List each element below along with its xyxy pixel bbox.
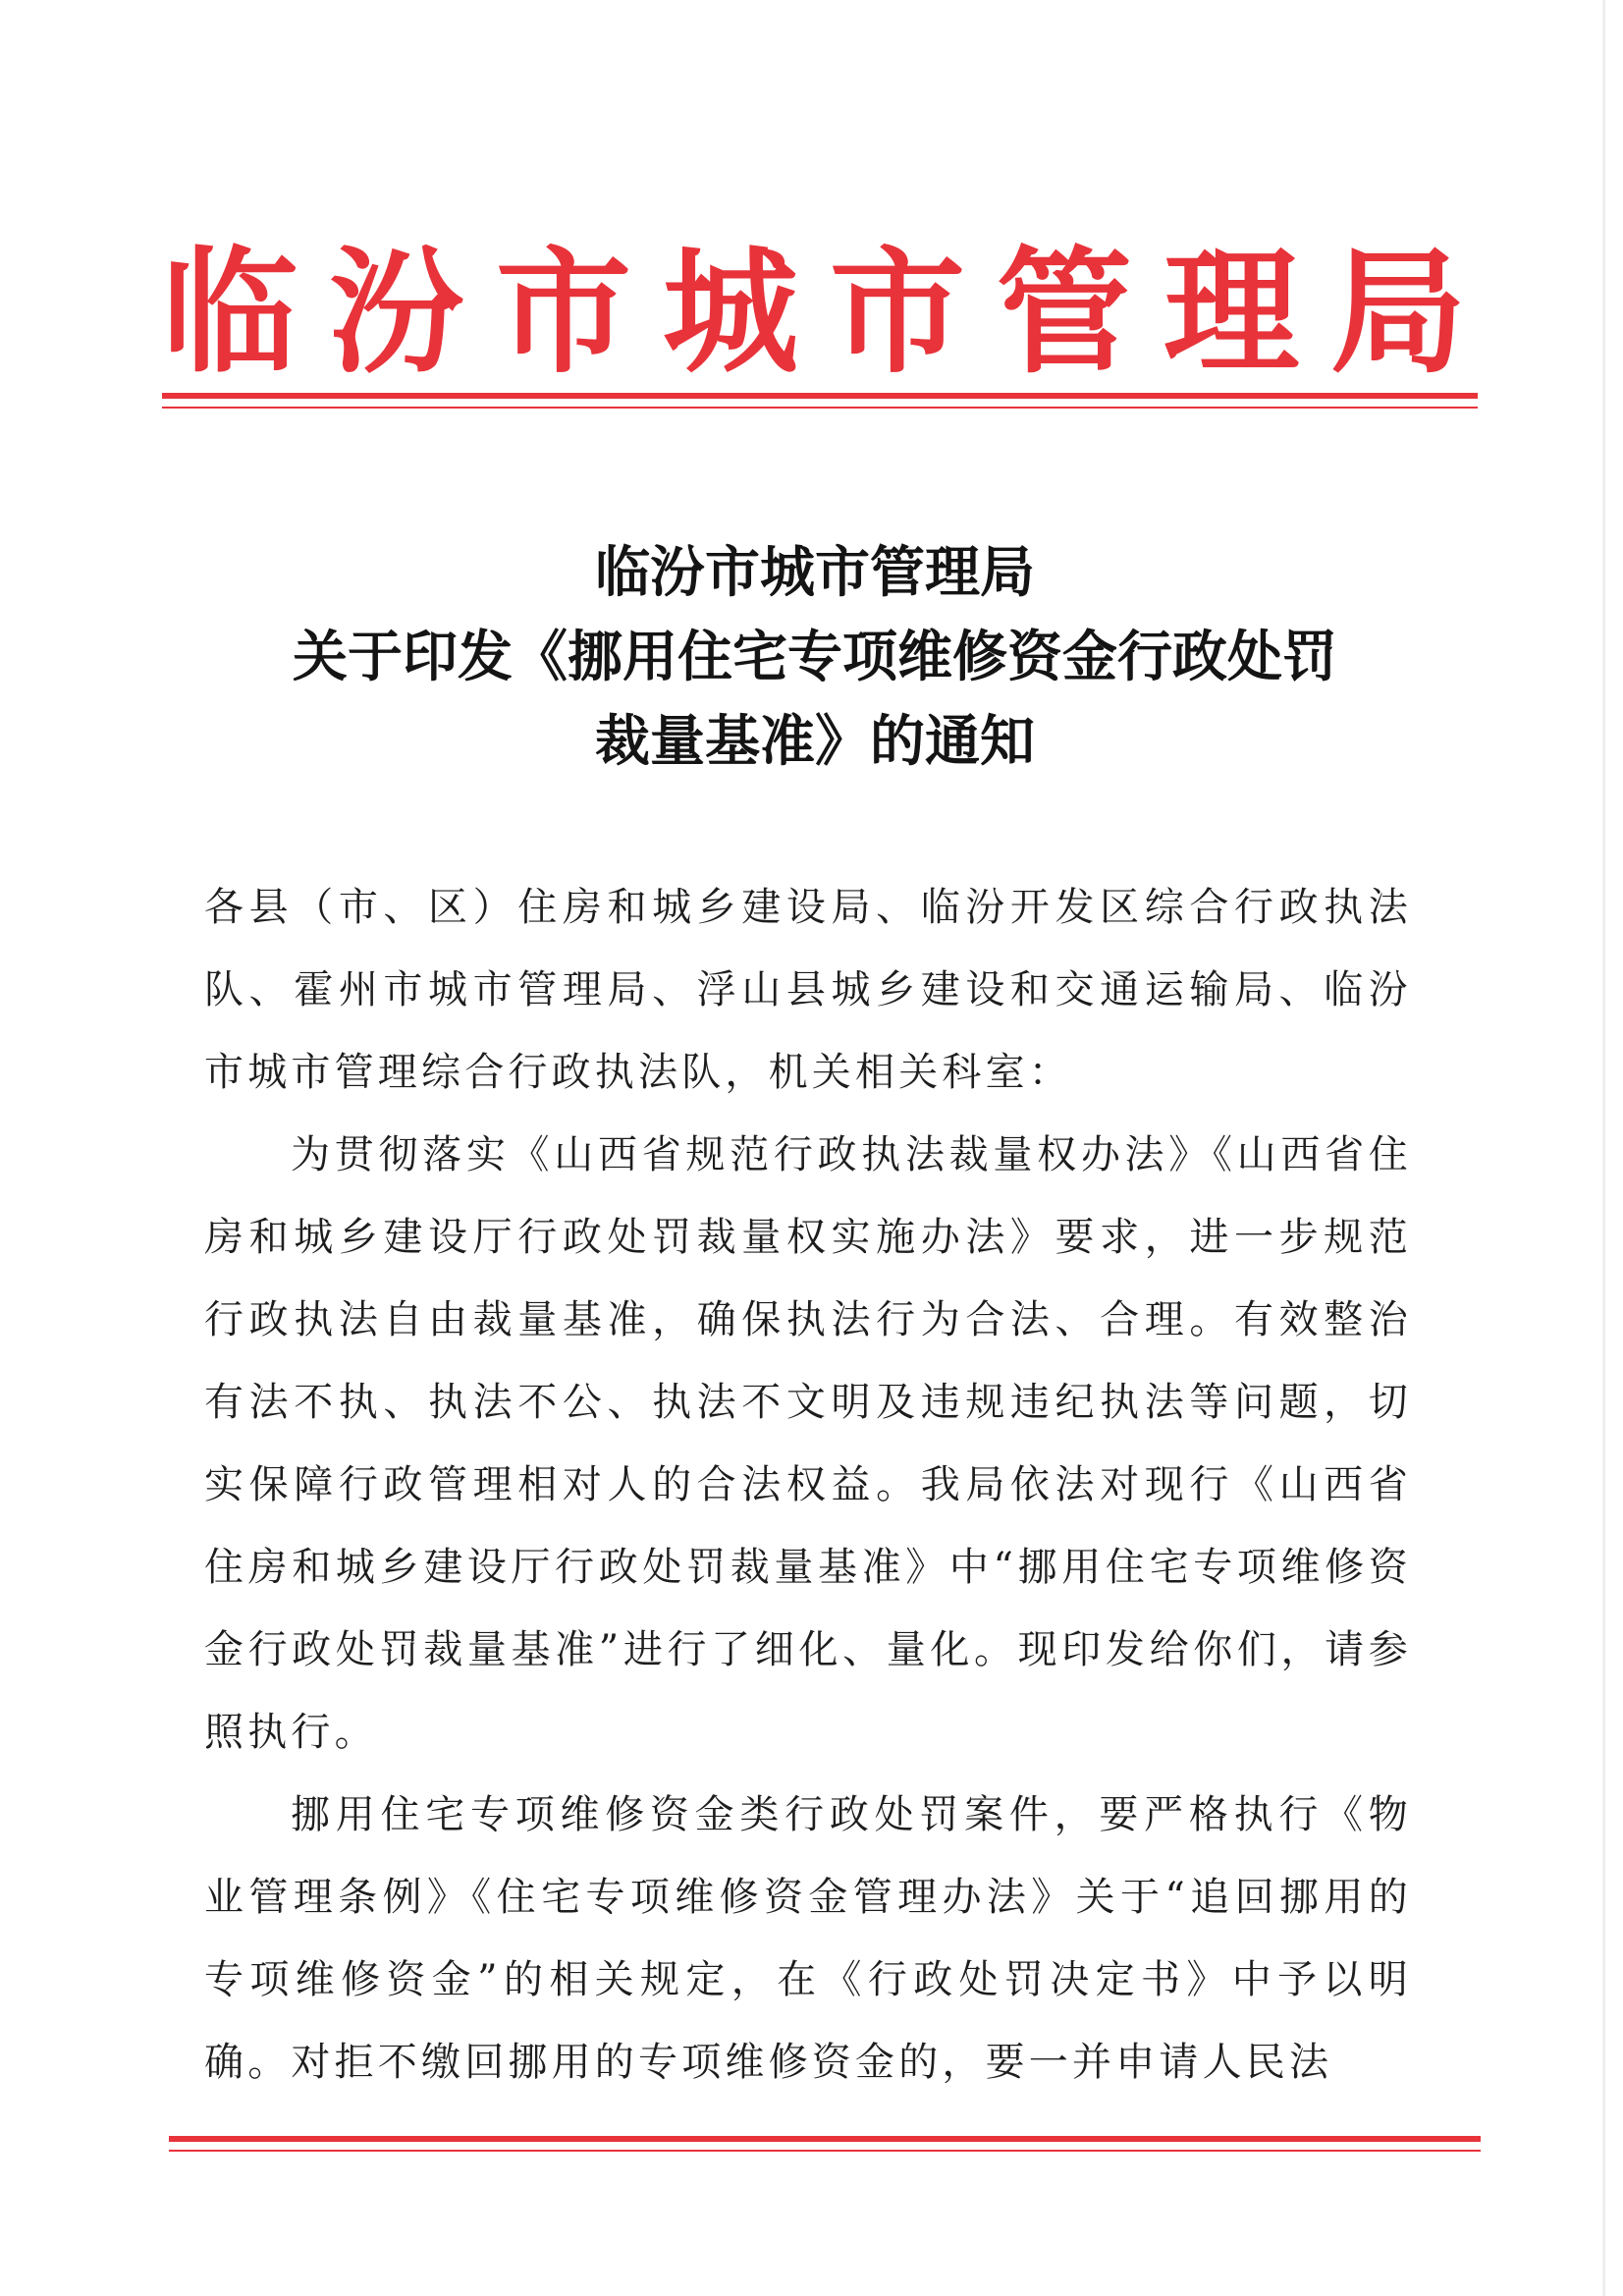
footer-rule-thick [169,2136,1481,2142]
masthead-rule-thin [162,407,1478,409]
body-paragraph-2: 挪用住宅专项维修资金类行政处罚案件，要严格执行《物业管理条例》《住宅专项维修资金管理办法》关于“追回挪用的专项维修资金”的相关规定，在《行政处罚决定书》中予以明确。对拒不缴回挪用的专项维修资金的，要一并申请人民法 [204,1792,1412,2085]
title-line-3: 裁量基准》的通知 [595,709,1035,774]
title-line-2: 关于印发《挪用住宅专项维修资金行政处罚 [293,625,1337,689]
title-line-1: 临汾市城市管理局 [595,540,1035,605]
page-edge-shadow [1602,0,1605,2296]
document-title [196,530,1434,784]
masthead-rule-thick [162,393,1478,399]
masthead-title: 临汾市城市管理局 [162,232,1498,392]
body-paragraph-1: 为贯彻落实《山西省规范行政执法裁量权办法》《山西省住房和城乡建设厅行政处罚裁量权实施办法》要求，进一步规范行政执法自由裁量基准，确保执法行为合法、合理。有效整治有法不执、执法不公、执法不文明及违规违纪执法等问题，切实保障行政管理相对人的合法权益。我局依法对现行《山西省住房和城乡建设厅行政处罚裁量基准》中“挪用住宅专项维修资金行政处罚裁量基准”进行了细化、量化。现印发给你们，请参照执行。 [204,1132,1412,1755]
document-body [204,866,1412,2104]
footer-rule-thin [169,2150,1481,2152]
salutation: 各县（市、区）住房和城乡建设局、临汾开发区综合行政执法队、霍州市城市管理局、浮山县城乡建设和交通运输局、临汾市城市管理综合行政执法队，机关相关科室： [204,885,1412,1095]
